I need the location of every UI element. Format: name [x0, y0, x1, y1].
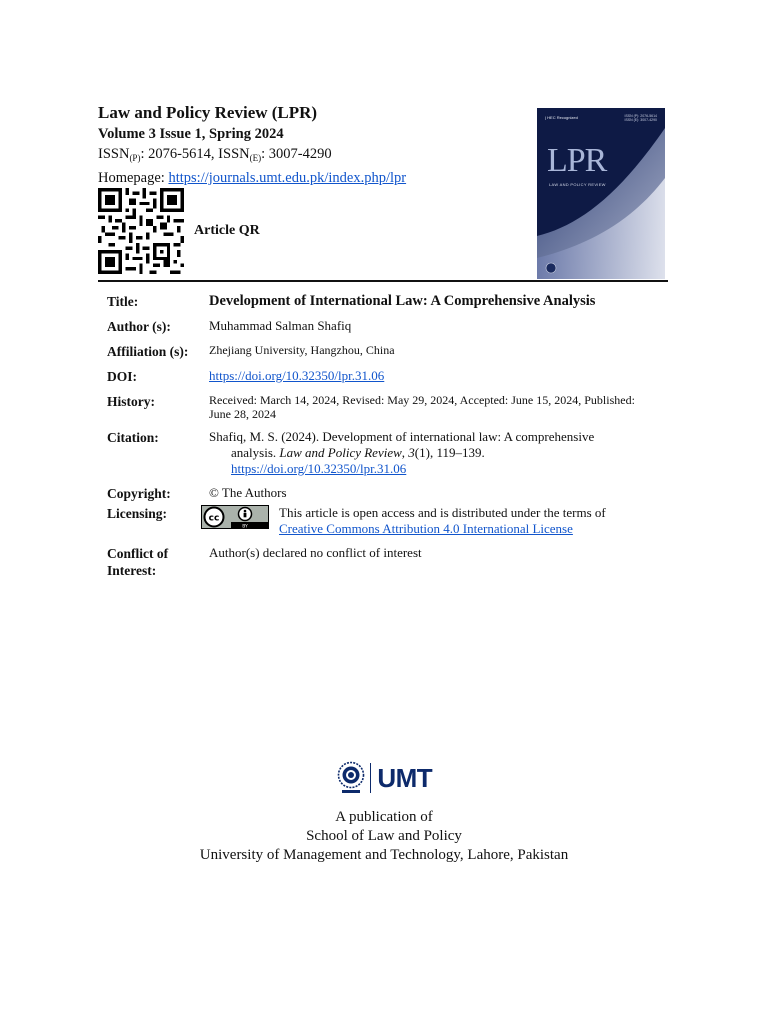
- publisher-footer: [0, 760, 768, 865]
- title-label: Title:: [107, 294, 139, 309]
- history-value: Received: March 14, 2024, Revised: May 29, 2024, Accepted: June 15, 2024, Published: June 28, 2024: [209, 393, 635, 421]
- publication-line: A publication of: [335, 809, 433, 825]
- meta-row-licensing: [107, 505, 667, 537]
- cc-by-license-icon[interactable]: [201, 505, 269, 529]
- issn-p-sub: (P): [129, 153, 141, 163]
- conflict-label-line-2: Interest:: [107, 563, 157, 578]
- cover-issn-p: ISSN (P): 2076-5614: [624, 114, 657, 118]
- umt-seal-icon: [336, 761, 366, 795]
- issn-prefix: ISSN: [98, 146, 130, 162]
- history-label: History:: [107, 394, 155, 409]
- citation-journal: Law and Policy Review: [279, 445, 402, 460]
- author-name: Muhammad Salman Shafiq: [209, 318, 352, 333]
- citation-comma: ,: [401, 445, 409, 460]
- citation-doi-link[interactable]: https://doi.org/10.32350/lpr.31.06: [231, 461, 407, 476]
- copyright-value: © The Authors: [209, 485, 287, 500]
- article-metadata: [107, 293, 667, 587]
- copyright-label: Copyright:: [107, 486, 171, 501]
- licensing-value: [209, 505, 659, 537]
- svg-text:BY: BY: [242, 524, 248, 529]
- journal-header: [98, 103, 538, 188]
- umt-logo: [336, 760, 432, 796]
- conflict-value: Author(s) declared no conflict of interest: [209, 545, 422, 560]
- licensing-label: Licensing:: [107, 506, 168, 521]
- citation-line-2: [209, 445, 659, 461]
- article-qr-code[interactable]: [98, 188, 184, 274]
- citation-label: Citation:: [107, 430, 159, 445]
- meta-row-doi: [107, 368, 667, 385]
- citation-text: analysis.: [231, 445, 280, 460]
- doi-link[interactable]: https://doi.org/10.32350/lpr.31.06: [209, 368, 385, 383]
- licensing-text: This article is open access and is distributed under the terms of: [279, 505, 606, 520]
- header-divider: [98, 280, 668, 282]
- citation-volume: 3: [408, 445, 415, 460]
- volume-issue: Volume 3 Issue 1, Spring 2024: [98, 126, 284, 142]
- cover-lpr-logo: LPR: [547, 142, 607, 179]
- cover-issn-e: ISSN (E): 3007-4290: [624, 118, 657, 122]
- umt-logo-divider: [370, 763, 372, 793]
- conflict-label-line-1: Conflict of: [107, 546, 169, 561]
- affiliation-label: Affiliation (s):: [107, 344, 189, 359]
- issn-e-value: : 3007-4290: [261, 146, 332, 162]
- homepage-line: [98, 168, 538, 188]
- issn-e-sub: (E): [249, 153, 262, 163]
- cover-subtitle: LAW AND POLICY REVIEW: [549, 182, 606, 187]
- meta-row-history: [107, 393, 667, 421]
- article-qr-row: [98, 188, 260, 274]
- journal-cover-image: [537, 108, 665, 279]
- meta-row-citation: [107, 429, 667, 477]
- meta-row-author: [107, 318, 667, 335]
- cc-license-link[interactable]: Creative Commons Attribution 4.0 International License: [279, 521, 573, 536]
- meta-row-copyright: [107, 485, 667, 502]
- cover-issn: [625, 114, 658, 122]
- school-line: School of Law and Policy: [306, 828, 462, 844]
- doi-label: DOI:: [107, 369, 137, 384]
- homepage-label: Homepage:: [98, 170, 169, 186]
- svg-text:cc: cc: [208, 513, 220, 524]
- issn-p-value: : 2076-5614, ISSN: [140, 146, 250, 162]
- umt-logo-text: UMT: [377, 762, 433, 793]
- cover-hec-label: | HEC Recognized: [545, 115, 578, 120]
- university-line: University of Management and Technology, Lahore, Pakistan: [199, 847, 569, 863]
- meta-row-conflict: [107, 545, 667, 579]
- citation-line-1: Shafiq, M. S. (2024). Development of international law: A comprehensive: [209, 429, 595, 444]
- citation-value: [209, 429, 659, 477]
- meta-row-title: [107, 293, 667, 310]
- journal-title: Law and Policy Review (LPR): [98, 103, 318, 122]
- cover-swoosh-graphic: [537, 108, 665, 279]
- homepage-link[interactable]: https://journals.umt.edu.pk/index.php/lpr: [168, 170, 407, 186]
- conflict-label: [107, 545, 209, 579]
- affiliation-value: Zhejiang University, Hangzhou, China: [209, 343, 395, 357]
- author-label: Author (s):: [107, 319, 171, 334]
- issn-line: [98, 144, 538, 168]
- meta-row-affiliation: [107, 343, 667, 360]
- article-qr-label: Article QR: [194, 223, 260, 238]
- article-title: Development of International Law: A Comprehensive Analysis: [209, 293, 596, 309]
- citation-pages: (1), 119–139.: [414, 445, 485, 460]
